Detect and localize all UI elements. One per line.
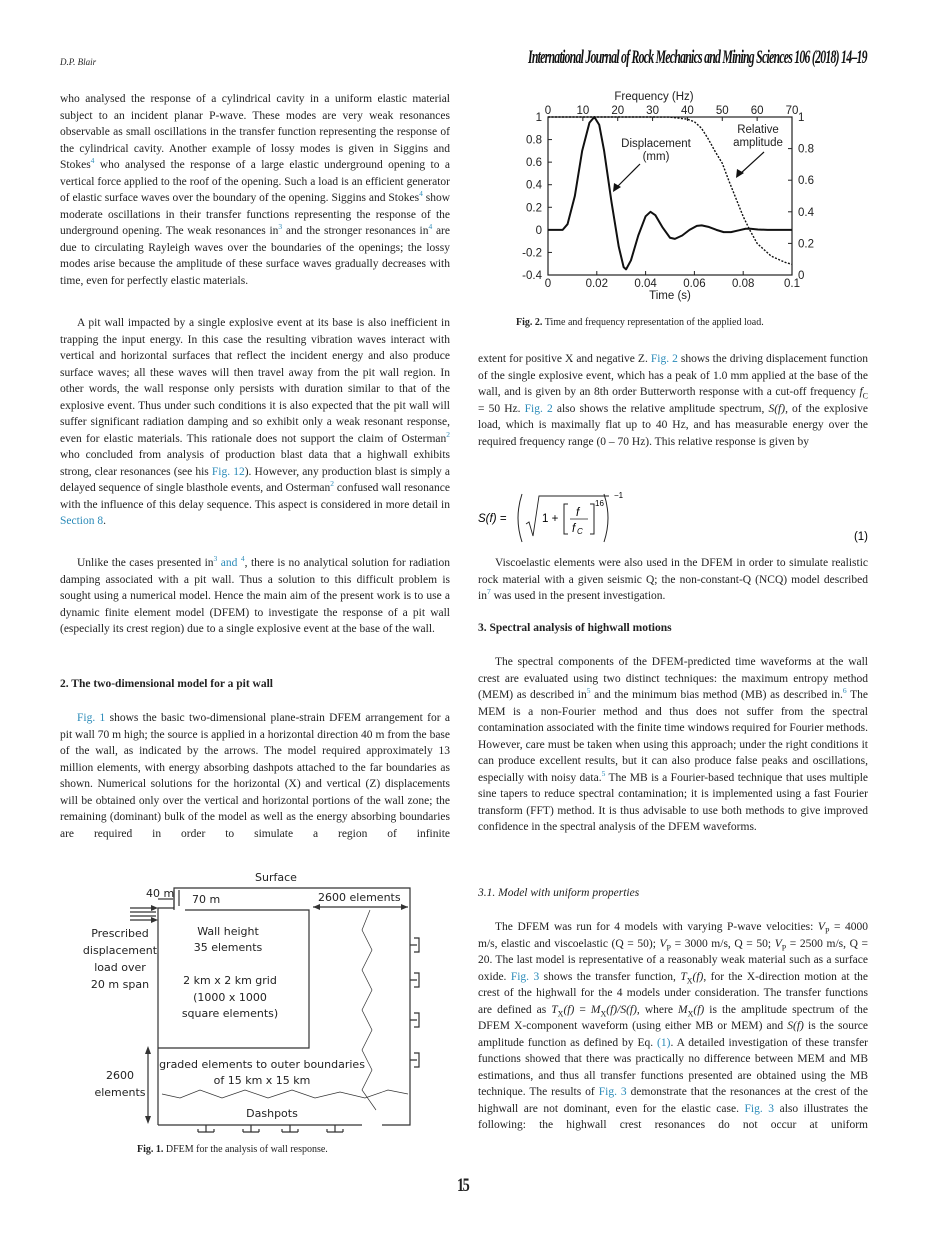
graded-label: graded elements to outer boundaries xyxy=(159,1058,365,1071)
dim-40m-label: 40 m xyxy=(146,887,175,900)
wall-height-label: 35 elements xyxy=(193,941,263,954)
math-subscript: P xyxy=(824,926,830,936)
paragraph xyxy=(60,710,450,842)
arrow-relative-amplitude xyxy=(740,152,764,174)
text-run: The MEM is a non-Fourier method and thus does not suffer from the spectral contamination associated with the finite time windows required for Fourier methods. However, care must be taken when using this approach; under the right conditions it can produce excellent results, but it can also produce false peaks and oscillations, especially with noisy data. xyxy=(478,689,868,784)
math-symbol: S(f) xyxy=(768,402,786,415)
equation-denominator: f xyxy=(572,523,576,535)
citation-link[interactable]: 2 xyxy=(446,429,450,439)
x-tick-label: 0.08 xyxy=(732,278,755,290)
caption-text: DFEM for the analysis of wall response. xyxy=(163,1144,328,1155)
caption-text: Time and frequency representation of the applied load. xyxy=(542,317,764,328)
cross-reference-link[interactable]: Fig. 3 xyxy=(744,1102,775,1115)
math-symbol: M xyxy=(590,1003,601,1016)
text-run: shows the driving displacement function of the single explosive event, which has a peak of 1.0 mm applied at the base of the wall, and is given by an 8th order Butterworth response with a cut-off frequency xyxy=(478,353,869,398)
y-tick-label: -0.2 xyxy=(522,247,542,260)
cross-reference-link[interactable]: Section 8 xyxy=(60,515,104,527)
annotation-relative-amplitude: amplitude xyxy=(733,137,783,149)
side-elements-label: 2600 xyxy=(106,1069,134,1082)
y2-tick-label: 1 xyxy=(798,112,805,124)
text-run: who analysed the response of a cylindrical cavity in a uniform elastic material subject to an incident planar P-wave. These modes are very weak resonances observable as small oscillations in the transfer function representing the response of the cylindrical cavity. Another example of lossy modes is given in Siggins and Stokes xyxy=(60,93,450,171)
text-run: shows the transfer function, xyxy=(539,970,681,983)
cross-reference-link[interactable]: Fig. 2 xyxy=(650,353,678,365)
math-symbol: V xyxy=(817,921,825,933)
arrowhead-icon xyxy=(736,169,744,178)
text-run: and the minimum bias method (MB) as described in. xyxy=(590,689,843,701)
math-symbol: (f) xyxy=(692,970,704,983)
y2-tick-label: 0.4 xyxy=(798,206,814,219)
paragraph xyxy=(478,919,868,1134)
wall-height-label: Wall height xyxy=(197,925,259,938)
x2-tick-label: 60 xyxy=(750,105,764,117)
annotation-relative-amplitude: Relative xyxy=(737,124,779,136)
zigzag-break-horizontal xyxy=(162,1090,408,1098)
paragraph xyxy=(478,555,868,605)
citation-link[interactable]: 4 xyxy=(419,189,423,199)
x2-tick-label: 70 xyxy=(785,105,799,117)
text-run: , of the explosive load, which is maximally flat up to 40 Hz, and has measurable energy over the required frequency range (0 – 70 Hz). This relative response is given by xyxy=(478,402,869,448)
text-run: . A detailed investigation of these transfer functions showed that there was practically no difference between MEM and MB estimations, and thus all transfer functions presented are obtained using the MB technique. The results of xyxy=(478,1036,868,1098)
grid-label: (1000 x 1000 xyxy=(193,991,267,1004)
cross-reference-link[interactable]: Fig. 3 xyxy=(510,970,540,983)
math-subscript: X xyxy=(687,1008,694,1018)
x2-tick-label: 40 xyxy=(681,105,694,117)
math-symbol: f xyxy=(859,386,863,398)
text-run: was used in the present investigation. xyxy=(490,590,666,602)
load-label: load over xyxy=(94,961,146,974)
y2-tick-label: 0.8 xyxy=(798,143,814,156)
x-tick-label: 0.02 xyxy=(585,278,608,290)
x2-tick-label: 50 xyxy=(715,105,729,117)
citation-link[interactable]: 7 xyxy=(486,587,491,597)
x-tick-label: 0.1 xyxy=(784,278,800,290)
page-number: 15 xyxy=(457,1175,469,1196)
paragraph xyxy=(478,351,868,450)
text-run: shows the basic two-dimensional plane-strain DFEM arrangement for a pit wall 70 m high; the source is applied in a horizontal direction 40 m from the base of the wall, as indicated by the arrows. The model required approximately 13 million elements, with energy absorbing dashpots attached to the far boundaries as shown. Numerical solutions for the horizontal (X) and vertical (Z) displacements will be obtained only over the vertical and horizontal portions of the wall zone; the remaining (dominant) bulk of the model as well as the energy absorbing boundaries are required in order to simulate a region of infinite xyxy=(60,712,450,840)
x2-tick-label: 10 xyxy=(576,105,590,117)
equation-one-plus: 1 + xyxy=(542,513,559,525)
math-symbol: T xyxy=(680,970,687,983)
x-tick-label: 0 xyxy=(544,278,552,290)
text-run: = 2500 m/s, Q = 20. The last model is representative of a reasonably weak material such as a surface oxide. xyxy=(478,937,869,983)
text-run: The MB is a Fourier-based technique that uses multiple sine tapers to reduce spectral contamination; it is implemented using a fast Fourier transform (FFT) method. It is thus advisable to use both methods to give improved confidence in the spectral analysis of the DFEM waveforms. xyxy=(478,771,868,833)
text-run: Unlike the cases presented in xyxy=(77,557,214,569)
text-run: confused wall resonance with the influence of this delay sequence. This aspect is considered in more detail in xyxy=(60,482,450,511)
y-tick-label: 0 xyxy=(535,224,542,237)
x-tick-label: 0.04 xyxy=(634,278,657,290)
paragraph xyxy=(60,555,450,638)
text-run: A pit wall impacted by a single explosive event at its base is also inefficient in trapping the input energy. In this case the resulting vibration waves interact with vertical and horizontal surfaces that reflect the incident energy and also produce surface waves; all these waves will then travel away from the pit wall region. In other words, the wall response only persists with duration similar to that of the explosive event. Thus under such conditions it is also expected that the pit wall will suffer significant radiation damping and so exhibit only a weak resonant response, even for elastic materials. This rationale does not support the claim of Osterman xyxy=(60,317,450,445)
section-heading: 3. Spectral analysis of highwall motions xyxy=(478,622,672,634)
math-symbol: V xyxy=(774,937,782,950)
y-tick-label: -0.4 xyxy=(522,270,542,282)
text-run: is the amplitude spectrum of the DFEM X-component waveform (using either MB or MEM) and xyxy=(478,1003,868,1032)
y2-tick-label: 0.2 xyxy=(798,238,814,251)
cross-reference-link[interactable]: Fig. 1 xyxy=(77,712,106,724)
text-run: who concluded from analysis of production blast data that a highwall exhibits strong, clear resonances (see his xyxy=(60,449,450,478)
cross-reference-link[interactable]: (1) xyxy=(657,1036,671,1049)
text-run: = 3000 m/s, Q = 50; xyxy=(671,937,775,950)
text-run: also shows the relative amplitude spectrum, xyxy=(552,402,769,415)
dashpots-label: Dashpots xyxy=(246,1107,298,1120)
equation-number: (1) xyxy=(853,531,868,543)
figure-2-chart xyxy=(505,82,845,310)
figure-1-diagram xyxy=(82,862,430,1140)
text-run: , for the X-direction motion at the crest of the highwall for the 4 models under consideration. The transfer functions are defined as xyxy=(478,970,869,1016)
y2-tick-label: 0 xyxy=(798,270,805,282)
citation-link[interactable]: 3 xyxy=(278,222,283,232)
text-run: ). However, any production blast is simply a delayed sequence of single blasthole events, and Osterman xyxy=(60,465,450,494)
paragraph xyxy=(60,315,450,530)
x-axis-label: Time (s) xyxy=(649,290,691,302)
text-run: demonstrate that the resonances at the crest of the highwall are not dominant, even for the elastic case. xyxy=(478,1086,869,1115)
equation-exponent: 16 xyxy=(595,499,604,508)
math-symbol: (f) xyxy=(693,1003,705,1016)
x-tick-label: 0.06 xyxy=(683,278,706,290)
grid-label: square elements) xyxy=(181,1007,279,1020)
running-head-author: D.P. Blair xyxy=(60,57,97,67)
load-label: 20 m span xyxy=(90,978,150,991)
citation-link[interactable]: 4 xyxy=(90,156,95,166)
equation-lhs: S(f) = xyxy=(478,513,507,525)
arrow-displacement xyxy=(616,164,640,188)
math-symbol: V xyxy=(659,937,667,950)
surface-label: Surface xyxy=(255,871,297,884)
math-symbol: M xyxy=(677,1003,688,1016)
x2-tick-label: 0 xyxy=(544,105,552,117)
side-elements-label: elements xyxy=(94,1086,146,1099)
text-run: Viscoelastic elements were also used in the DFEM in order to simulate realistic rock material with a given seismic Q; the non-constant-Q (NCQ) model described in xyxy=(478,557,868,602)
text-run: are due to circulating Rayleigh waves over the boundaries of the openings; the lossy modes arise because the amplitude of these surface waves gradually decreases with time, even for perfectly elastic materials. xyxy=(60,225,450,287)
y-tick-label: 0.8 xyxy=(526,134,542,147)
math-subscript: X xyxy=(557,1008,564,1018)
paragraph xyxy=(478,654,868,836)
math-symbol: (f) xyxy=(563,1003,575,1016)
top-elements-label: 2600 elements xyxy=(318,891,401,904)
text-run: who analysed the response of a large elastic underground opening to a vertical force applied to the roof of the opening. Such a load is an efficient generator of elastic surface waves over the boundary of the opening. Siggins and Stokes xyxy=(60,159,450,204)
math-subscript: X xyxy=(686,975,693,985)
x2-tick-label: 20 xyxy=(611,105,625,117)
figure-1-caption xyxy=(137,1144,328,1155)
x2-tick-label: 30 xyxy=(646,105,659,117)
annotation-displacement: Displacement xyxy=(621,138,691,150)
citation-link[interactable]: 4 xyxy=(240,554,245,564)
y-tick-label: 0.6 xyxy=(526,157,542,170)
text-run: also illustrates the following: the highwall crest resonances do not occur at uniform xyxy=(478,1102,869,1131)
grid-label: 2 km x 2 km grid xyxy=(183,974,277,987)
equation-outer-exponent: −1 xyxy=(614,491,624,500)
y-tick-label: 0.4 xyxy=(526,179,542,192)
text-run: extent for positive X and negative Z. xyxy=(478,353,651,365)
text-run: The spectral components of the DFEM-predicted time waveforms at the wall crest are evaluated using two distinct techniques: the maximum entropy method (MEM) as described in xyxy=(478,656,868,701)
citation-link[interactable]: 5 xyxy=(601,768,606,778)
annotation-displacement: (mm) xyxy=(642,151,670,163)
text-run: . xyxy=(103,515,106,527)
subsection-heading: 3.1. Model with uniform properties xyxy=(478,887,640,899)
text-run: , there is no analytical solution for radiation damping associated with a pit wall. Thus a solution to this difficult problem is sought using a numerical model. Hence the main aim of the present work is to use a dynamic finite element model (DFEM) to investigate the response of a pit wall (especially its crest region) due to a single explosive event at the base of the wall. xyxy=(60,557,450,635)
text-run: = 50 Hz. xyxy=(478,402,525,415)
text-run: and the stronger resonances in xyxy=(282,225,429,237)
citation-link[interactable]: 2 xyxy=(330,479,335,489)
text-run: = 4000 m/s, elastic and viscoelastic (Q = 50); xyxy=(478,921,868,950)
text-run: , where xyxy=(636,1003,678,1016)
zigzag-break-vertical xyxy=(362,910,376,1110)
graded-label: of 15 km x 15 km xyxy=(213,1074,311,1087)
caption-label: Fig. 2. xyxy=(516,317,543,328)
dim-70m-label: 70 m xyxy=(192,893,221,906)
figure-2-caption xyxy=(516,317,764,328)
text-run: = xyxy=(574,1003,591,1016)
math-subscript: X xyxy=(600,1008,607,1018)
citation-link[interactable]: 6 xyxy=(842,686,847,696)
x2-axis-label: Frequency (Hz) xyxy=(614,91,694,103)
citation-link[interactable]: 5 xyxy=(586,686,591,696)
cross-reference-link[interactable]: Fig. 3 xyxy=(598,1086,627,1098)
equation-denominator-sub: C xyxy=(577,527,583,536)
caption-label: Fig. 1. xyxy=(137,1144,164,1155)
math-symbol: T xyxy=(551,1003,558,1016)
equation-numerator: f xyxy=(576,507,580,519)
math-symbol: S(f) xyxy=(787,1020,804,1032)
citation-link[interactable]: 3 xyxy=(213,554,218,564)
load-label: displacement xyxy=(82,944,158,957)
text-run: show moderate oscillations in their transfer functions representing the response of the underground opening. The weak resonances in xyxy=(60,192,451,237)
math-subscript: P xyxy=(666,942,671,952)
equation-1 xyxy=(478,488,868,544)
text-run: is the source amplitude function as defined by Eq. xyxy=(478,1020,868,1049)
math-symbol: (f)/S(f) xyxy=(606,1003,637,1016)
journal-title: International Journal of Rock Mechanics and Mining Sciences 106 (2018) 14–19 xyxy=(528,47,867,68)
text-run: The DFEM was run for 4 models with varying P-wave velocities: xyxy=(495,921,818,933)
cross-reference-link[interactable]: Fig. 12 xyxy=(211,465,245,478)
paragraph xyxy=(60,91,450,289)
citation-link[interactable]: 4 xyxy=(428,222,433,232)
cross-reference-link[interactable]: Fig. 2 xyxy=(524,402,553,415)
cross-reference-link[interactable]: and xyxy=(217,557,241,569)
math-subscript: P xyxy=(781,942,787,952)
y-tick-label: 1 xyxy=(535,112,542,124)
section-heading: 2. The two-dimensional model for a pit wall xyxy=(60,678,273,690)
math-subscript: C xyxy=(862,391,868,401)
y-tick-label: 0.2 xyxy=(526,202,542,215)
load-label: Prescribed xyxy=(91,927,149,940)
y2-tick-label: 0.6 xyxy=(798,175,814,188)
